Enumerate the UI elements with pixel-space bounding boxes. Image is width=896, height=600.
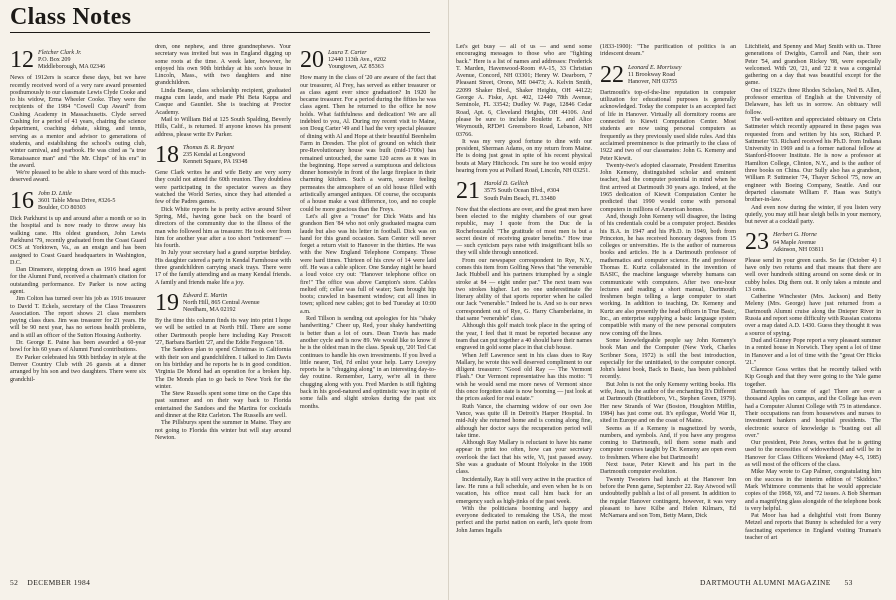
paragraph: When Jeff Lawrence sent in his class dues to Ray Mallary, he wrote this well deserved compliment to our diligent treasurer: "Good old Ray — The Vermont Flash." Our Vermont representative has this motto: "I wish he would send me more news of Vermont since this once forgotten state is now booming — just look at the prices asked for real estate." bbox=[456, 352, 592, 403]
issue-date: DECEMBER 1984 bbox=[27, 578, 91, 587]
column-1 bbox=[10, 44, 146, 584]
address-line: 64 Maple Avenue bbox=[773, 239, 816, 246]
address-line: 12440 113th Ave., #202 bbox=[328, 57, 387, 64]
paragraph: How many in the class of '20 are aware of the fact that our treasurer, Al Frey, has served as either treasurer or as class agent ever since graduation? In 1920 he became treasurer. For a period during the fifties he was class agent. Then he returned to the office he now holds. What faithfulness and dedication! We are all indebted to you, Al. During my recent visit to Maine, son Doug Carter '49 and I had the very special pleasure of dining with Al and Hope at their beautiful Beenhelm Farm in Dresden. The plot of ground on which their pre-Revolutionary house was built (mid-1700s) has remained untouched, the same 120 acres as it was in the beginning. Hope served a sumptuous and delicious dinner homestyle in front of the large fireplace in their charming kitchen. Such a warm, secure feeling permeates the atmosphere of an old house filled with artistically arranged antiques. Of course, the occupants of a house make a vast difference, too, and no couple could be more gracious than the Freys. bbox=[300, 75, 436, 213]
address-line: Kennett Square, PA 19348 bbox=[183, 159, 248, 166]
paragraph: The Pillsburys spent the summer in Maine. They are not going to Florida this winter but will stay around Newton. bbox=[155, 420, 291, 441]
page-number-right: 53 bbox=[844, 578, 853, 587]
secretary-name: Thomas B. R. Bryant bbox=[183, 144, 234, 151]
secretary-name: Edward E. Martin bbox=[183, 292, 228, 299]
paragraph: Linda Beane, class scholarship recipient, graduated magna cum laude, and made Phi Beta Kappa and Casque and Gauntlet. She is teaching at Proctor Academy. bbox=[155, 87, 291, 116]
class-year: 22 bbox=[600, 61, 624, 88]
class-secretary-address bbox=[183, 292, 260, 314]
page-number-left: 52 bbox=[10, 578, 19, 587]
address-line: Youngtown, AZ 85363 bbox=[328, 64, 384, 71]
class-heading bbox=[155, 141, 291, 168]
paragraph: Now that the elections are over, and the great men have been elected to the mighty chambers of our great republic, may I quote from the Duc de la Rochefoucauld: "The gratitude of most men is but a secret desire of receiving greater benefits." How true — such cynicism pays raise with insignificant bills so they will slide through unnoticed. bbox=[456, 206, 592, 257]
paragraph: The well-written and appreciated obituary on Chris Sattmeier which recently appeared in these pages was requested from and written by his son, Richard P. Sattmeier '63. Richard received his Ph.D. from Indiana University in 1969 and is a former national fellow at Stanford-Hoover Institute. He is now a professor at Hamilton College, Clinton, N.Y., and is the author of three books on China. Our Sully also has a grandson, William P. Suttmeier '74, Thayer School '75, now an engineer with Boeing Company, Seattle. And our departed classmate William F. Haas was Sutty's brother-in-law. bbox=[745, 116, 881, 204]
paragraph: With the politicians booming and happy and everyone dedicated to remaking the USA, the most perfect and the purist nation on earth, let's quote from John James Ingalls bbox=[456, 505, 592, 534]
address-line: Atkinson, NH 03811 bbox=[773, 246, 824, 253]
paragraph: One of 1922's three Rhodes Scholars, Ned B. Allen, professor emeritus of English at the University of Delaware, has left us in sorrow. An obituary will follow. bbox=[745, 87, 881, 116]
class-year: 20 bbox=[300, 47, 324, 73]
class-heading bbox=[745, 229, 881, 256]
class-secretary-address bbox=[484, 180, 559, 202]
address-line: Hanover, NH 03755 bbox=[628, 78, 678, 85]
paragraph: Dr. George E. Paine has been awarded a 60-year bowl for his 60 years of Alumni Fund contributions. bbox=[10, 340, 146, 354]
paragraph: Mike May wrote to Cap Palmer, congratulating him on the success in the interim edition of "Skiddoo." Mark Whitmore comments that he would appreciate copies of the 1968, '69, and '72 issues. A Bob Sherman and a magnifying glass alongside of the telephone book is very helpful. bbox=[745, 469, 881, 512]
class-secretary-address bbox=[183, 144, 247, 166]
address-line: 3601 Table Mesa Drive, #326-5 bbox=[38, 197, 116, 204]
paragraph: Dick White reports he is pretty active around Silver Spring, Md., having gone back on the board of directors of the community due to the illness of the man who followed him as treasurer. He took over from him for another year after a too short "retirement" — his fourth. bbox=[155, 206, 291, 250]
address-line: 11 Brookway Road bbox=[628, 71, 676, 78]
address-line: 235 Kendal at Longwood bbox=[183, 151, 246, 158]
page-title: Class Notes bbox=[10, 4, 430, 33]
address-line: Needham, MA 02192 bbox=[183, 307, 236, 314]
class-secretary-address bbox=[628, 64, 681, 86]
paragraph: Pat Moor has had a delightful visit from Bunny Metzel and reports that Bunny is scheduled for a very fascinating experience in England visiting Truman's teacher of art bbox=[745, 513, 881, 541]
column-2 bbox=[155, 44, 291, 584]
column-4 bbox=[456, 44, 592, 584]
paragraph: Some knowledgeable people say John Kemeny's book Man and the Computer (New York, Charles Scribner Sons, 1972) is still the best introduction, especially for the uninitiated, to the computer concept. John's latest book, Back to Basic, has been published recently. bbox=[600, 337, 736, 381]
class-heading bbox=[300, 49, 436, 71]
secretary-name: Herbert G. Horne bbox=[773, 232, 817, 239]
column-6 bbox=[745, 44, 881, 584]
paragraph: Although Ray Mallary is reluctant to have his name appear in print too often, how can your secretary overlook the fact that his wife, Vi, just passed away. She was a graduate of Mount Holyoke in the 1908 class. bbox=[456, 440, 592, 476]
paragraph: Our president, Pete Jones, writes that he is getting used to the necessities of widowerhood and will be in Hanover for Class Officers Weekend (May 4-5, 1985) as will most of the officers of the class. bbox=[745, 440, 881, 469]
paragraph: Jim Colton has turned over his job as 1916 treasurer to David T. Eckels, secretary of the Class Treasurers Association. The report shows 21 class members paying class dues. Jim was treasurer for 21 years. He will be 90 next year, has no serious health problems, and is still an officer of the Sutton Housing Authority. bbox=[10, 296, 146, 339]
class-secretary-address bbox=[38, 190, 115, 212]
paragraph: Dartmouth's top-of-the-line reputation in computer utilization for educational purposes is generally acknowledged. Today the computer is an accepted fact of life in Hanover. Virtually all dormitory rooms are connected to Kiewit Computation Center. Most students are now using personal computers as frequently as they previously used slide rules. And this acclaimed preeminence is due primarily to the class of 1922 and two of our classmates: John G. Kemeny and Peter Kiewit. bbox=[600, 89, 736, 162]
class-secretary-address bbox=[773, 231, 824, 253]
address-line: Middleborough, MA 02346 bbox=[38, 64, 106, 71]
paragraph: And even now during the winter, if you listen very quietly, you may still hear sleigh bells in your memory, but never at a cocktail party. bbox=[745, 204, 881, 226]
class-year: 23 bbox=[745, 229, 769, 256]
paragraph: Next issue, Peter Kiewit and his part in the Dartmouth computer evolution. bbox=[600, 462, 736, 476]
paragraph: Ruth Vance, the charming widow of our own Joe Vance, was quite ill in Detroit's Harper Hospital. In mid-July she returned home and is coming along fine, although her doctor says the recuperation period will take time. bbox=[456, 403, 592, 439]
paragraph: Catherine Winchester (Mrs. Jackson) and Betty Meleny (Mrs. George) have just returned from a Dartmouth Alumni cruise along the Dnieper River in Russia and report some difficulty with Russian customs over a map dated A.D. 1430. Guess they thought it was a source of spying. bbox=[745, 294, 881, 337]
paragraph: Dan Dinsmore, stepping down as 1916 head agent for the Alumni Fund, received a chairman's citation for outstanding performance. Ev Parker is now acting agent. bbox=[10, 267, 146, 295]
paragraph: We're pleased to be able to share word of this much-deserved award. bbox=[10, 170, 146, 184]
paragraph: Please send in your green cards. So far (October 4) I have only two returns and that means that there are well over hundreds sitting around on some desk or in cubby holes. Dig them out. It only takes a minute and 13 cents. bbox=[745, 257, 881, 293]
class-heading bbox=[456, 178, 592, 205]
paragraph: The Stew Russells spent some time on the Cape this past summer and on their way back to Florida entertained the Sandoes and the Martins for cocktails and dinner at the Ritz Carleton. The Russells are well. bbox=[155, 391, 291, 420]
address-line: North Hill, 865 Central Avenue bbox=[183, 299, 260, 306]
secretary-name: Harold D. Gellich bbox=[484, 181, 529, 188]
class-year: 12 bbox=[10, 47, 34, 73]
paragraph: Ev Parker celebrated his 90th birthday in style at the Denver Country Club with 26 guests at a dinner arranged by his son and two daughters. There were six grandchil- bbox=[10, 354, 146, 383]
paragraph: By the time this column finds its way into print I hope we will be settled in at North Hill. There are some other Dartmouth people here including Kay Prescott '27, Barbara Bartlett '27, and the Eddie Ferguson '18. bbox=[155, 318, 291, 347]
secretary-name: Leonard E. Morrissey bbox=[628, 64, 682, 71]
paragraph: Dartmouth has come of age! There are over a thousand Apples on campus, and the College has even had a Computer Alumni College with 75 in attendance. Their occupations ran from housewives and nurses to investment bankers and hospital presidents. The electronic source of knowledge is "busting out all over." bbox=[745, 389, 881, 439]
paragraph: Clarence Goss writes that he recently talked with Kip Gough and that they were going to the Yale game together. bbox=[745, 367, 881, 388]
class-year: 16 bbox=[10, 187, 34, 214]
paragraph: It was my very good fortune to dine with our president, Sherman Adams, on my return from Maine. He is doing just great in spite of his recent physical bouts at Mary Hitchcock. I'm sure he too would enjoy hearing from you at Pollard Road, Lincoln, NH 03251. bbox=[456, 138, 592, 175]
paragraph: Litchfield, and Spenny and Marj Smith with us. Three generations of Dwights, Carroll and Nan, their son Peter '54, and grandson Rickey '88, were especially welcomed. With '20, '21, and '22 it was a congenial gathering on a day that was beautiful except for the game. bbox=[745, 44, 881, 87]
footer-left bbox=[10, 578, 90, 587]
paragraph: Let's get busy — all of us — and send some encouraging messages to those who are "fighting back." Here is a list of names and addresses: Frederick T. Marden, Havenwood-Room #A-15, 33 Christian Avenue, Concord, NH 03301; Henry W. Dearborn, 7 Pleasant Street, Orono, ME 04473; A. Kelvin Smith, 22099 Shaker Blvd., Shaker Heights, OH 44122; George A. Fiske, Apt. 402, 12440 78th Avenue, Seminole, FL 33542; Dudley W. Page, 12846 Cedar Road, Apt. 6, Cleveland Heights, OH 44106. And please be sure to include Roulette E. and Alice Weymouth, RFD#1 Greensboro Road, Lebanon, NH 03766. bbox=[456, 44, 592, 138]
class-heading bbox=[10, 187, 146, 214]
class-heading bbox=[600, 61, 736, 88]
class-secretary-address bbox=[328, 49, 386, 71]
paragraph: Incidentally, Ray is still very active in the practice of law. He runs a full schedule, and even when he is on vacation, his office must call him back for an emergency such as high-jinks of the past week. bbox=[456, 476, 592, 505]
address-line: P.O. Box 209 bbox=[38, 57, 71, 64]
paragraph: Mail to William Bid at 125 South Spalding, Beverly Hills, Calif., is returned. If anyone knows his present address, please write Ev Parker. bbox=[155, 116, 291, 138]
paragraph: Twenty-two's adopted classmate, President Emeritus John Kemeny, distinguished scholar and eminent teacher, had the computer potential in mind when he first arrived at Dartmouth 30 years ago. Indeed, at the 1965 dedication of Kiewit Computation Center he predicted that 1990 would come with personal computers in millions of American homes. bbox=[600, 162, 736, 213]
address-line: South Palm Beach, FL 33480 bbox=[484, 195, 556, 202]
paragraph: Twenty Twoeters had lunch at the Hanover Inn before the Penn game, September 22. Ray Atwood will undoubtedly publish a list of all present. In addition to the regular Hanover contingent, however, it was very pleasant to have Kilbe and Helen Kilmarx, Ed McNamara and son Tom, Betty Mann, Dick bbox=[600, 476, 736, 520]
class-heading bbox=[10, 49, 146, 71]
secretary-name: Fletcher Clark Jr. bbox=[38, 50, 82, 56]
paragraph: But John is not the only Kemeny writing books. His wife, Jean, is the author of the enchanting It's Different at Dartmouth (Brattleboro, Vt., Stephen Green, 1979). Her new Strands of War (Boston, Houghton Mifflin, 1984) has just come out. It's epilogue, World War II, sited in Europe and on the coast of Maine. bbox=[600, 381, 736, 425]
paragraph: (1833-1900): "The purification of politics is an iridescent dream." bbox=[600, 44, 736, 58]
paragraph: From our newspaper correspondent in Rye, N.Y., comes this item from Golfing News that "the venerable Jack Hubbell and his partners triumphed by a single stroke at 84 — eight under par." The next team was two strokes higher. Let no one underestimate the literary ability of that sports reporter when he called our Jack "venerable." Indeed he is. And so is our news correspondent out of Rye, G. Harry Chamberlaine, in that same "venerable" class. bbox=[456, 257, 592, 323]
paragraph: Gene Clark writes he and wife Betty are very sorry they could not attend the 60th reunion. They doubtless were participating in the spectator waves as they watched the World Series, since they had attended a few of the Padres games. bbox=[155, 170, 291, 206]
address-line: Boulder, CO 80303 bbox=[38, 204, 86, 211]
address-line: 3575 South Ocean Blvd., #304 bbox=[484, 188, 560, 195]
column-3 bbox=[300, 44, 436, 584]
footer-right bbox=[700, 578, 853, 587]
class-year: 19 bbox=[155, 289, 179, 316]
paragraph: Dick Parkhurst is up and around after a month or so in the hospital and is now ready to throw away his walking cane. His oldest grandson, John Lewis Parkhurst '79, recently graduated from the Coast Guard OCS at Yorktown, Va., as an ensign and has been assigned to Coast Guard headquarters in Washington, D.C. bbox=[10, 216, 146, 266]
paragraph: Let's all give a "rouse" for Dick Watts and his grandson Ben '84 who not only graduated magna cum laude but also was his letter in football. Dick was on hand for this grand occasion. Sam Center will never forget a return visit to Hanover in the thirties. He was with the New England Telephone Company. Those were hard times. Thirteen of his crew of 14 were laid off. He was a cable splicer. One Sunday night he heard a loud voice cry out: "Hanover telephone office on fire!" The office was above Campion's store. Cables melted off; cellar was full of water; Sam brought hip boots; crawled in basement window; cut all lines in town; spliced new cables; got to bed Tuesday at 10:00 a.m. bbox=[300, 213, 436, 315]
paragraph: Red Tillson is sending out apologies for his "shaky handwriting." Cheer up, Red, your shaky handwriting is better than a lot of ours. Dean Travis has made another cycle and is now 89. We would like to know if he is the oldest man in the class. Speak up, '20! Ted Cat continues to handle his own investments. If you lived a little nearer, Ted, I'd enlist your help. Larry Lovejoy reports he is "chugging along" in an interesting day-to-day routine. Remember, Larry, we're all in there chugging along with you. Fred Marden is still fighting back in his good-natured and optimistic way in spite of some falls and slight strokes during the past six months. bbox=[300, 316, 436, 410]
paragraph: Dud and Ginney Pope report a very pleasant summer in a rented house in Norwich. They spent a lot of time in Hanover and a lot of time with the "great Orr Hicks '21." bbox=[745, 337, 881, 366]
class-year: 21 bbox=[456, 178, 480, 205]
paragraph: Although this golf match took place in the spring of the year, I feel that it must be reported because any team that can put together a 40 should have their names engraved in gold some place in that club house. bbox=[456, 323, 592, 352]
paragraph: Seems as if a Kemeny is magnetized by words, numbers, and symbols. And, if you have any progress coming to Dartmouth, tell them some math and computer courses taught by Dr. Kemeny are open even to freshmen. Where else but Dartmouth! bbox=[600, 425, 736, 461]
column-5 bbox=[600, 44, 736, 584]
secretary-name: Laura T. Carter bbox=[328, 50, 367, 56]
paragraph: The Sandeos plan to spend Christmas in California with their son and grandchildren. I talked to Jim Davis on his birthday and he reports he is in good condition. Virginia De Mond had an operation for a broken hip. The De Monds plan to go back to New York for the winter. bbox=[155, 347, 291, 390]
page-gutter bbox=[448, 0, 449, 600]
class-year: 18 bbox=[155, 141, 179, 168]
paragraph: News of 1912ers is scarce these days, but we have recently received word of a very rare award presented posthumously to our classmate Lewis Clyde Cooke and to his widow, Erma Wheeler Cooke. They were the recipients of the 1984 "Cowell Cup Award" from Cushing Academy in Massachusetts. Clyde served Cushing for a period of 41 years, chairing the science department, coaching debate, skiing, and tennis, serving as a mentor and advisor to generations of students, and establishing the school's outing club, winter carnival, and yearbook. He was cited as "a true Renaissance man" and "the Mr. Chips" of his era" in the award. bbox=[10, 75, 146, 169]
paragraph: dren, one nephew, and three grandnephews. Your secretary was invited but was in England digging up some roots at the time. A week later, however, he enjoyed his own 90th birthday at his son's house in Lincoln, Mass., with two daughters and nine grandchildren. bbox=[155, 44, 291, 87]
class-heading bbox=[155, 289, 291, 316]
class-secretary-address bbox=[38, 49, 105, 71]
paragraph: In July your secretary had a grand surprise birthday. His daughter catered a party in Kendal Farmhouse with three grandchildren carrying snack trays. There were 17 of the family attending and as many Kendal friends. A family and friends make life a joy. bbox=[155, 250, 291, 286]
secretary-name: John D. Little bbox=[38, 190, 72, 197]
paragraph: And, though John Kemeny will disagree, the listing of his credentials could be a computer project. Besides his B.A. in 1947 and his Ph.D. in 1949, both from Princeton, he has received honorary degrees from 15 colleges or universities. He is the author of numerous books and articles. He is a Dartmouth professor of mathematics and computer science. He and professor Thomas E. Kurtz collaborated in the invention of BASIC, the machine language whereby humans can communicate with computers. After two one-hour lectures and reading a short manual, Dartmouth freshmen begin telling a large computer to start working. In addition to teaching, Dr. Kemeny and Kurtz are also presently the head officers in True Basic, Inc., an enterprise supplying a basic language system compatible with many of the new personal computers now coming off the lines. bbox=[600, 213, 736, 337]
magazine-title: DARTMOUTH ALUMNI MAGAZINE bbox=[700, 578, 831, 587]
